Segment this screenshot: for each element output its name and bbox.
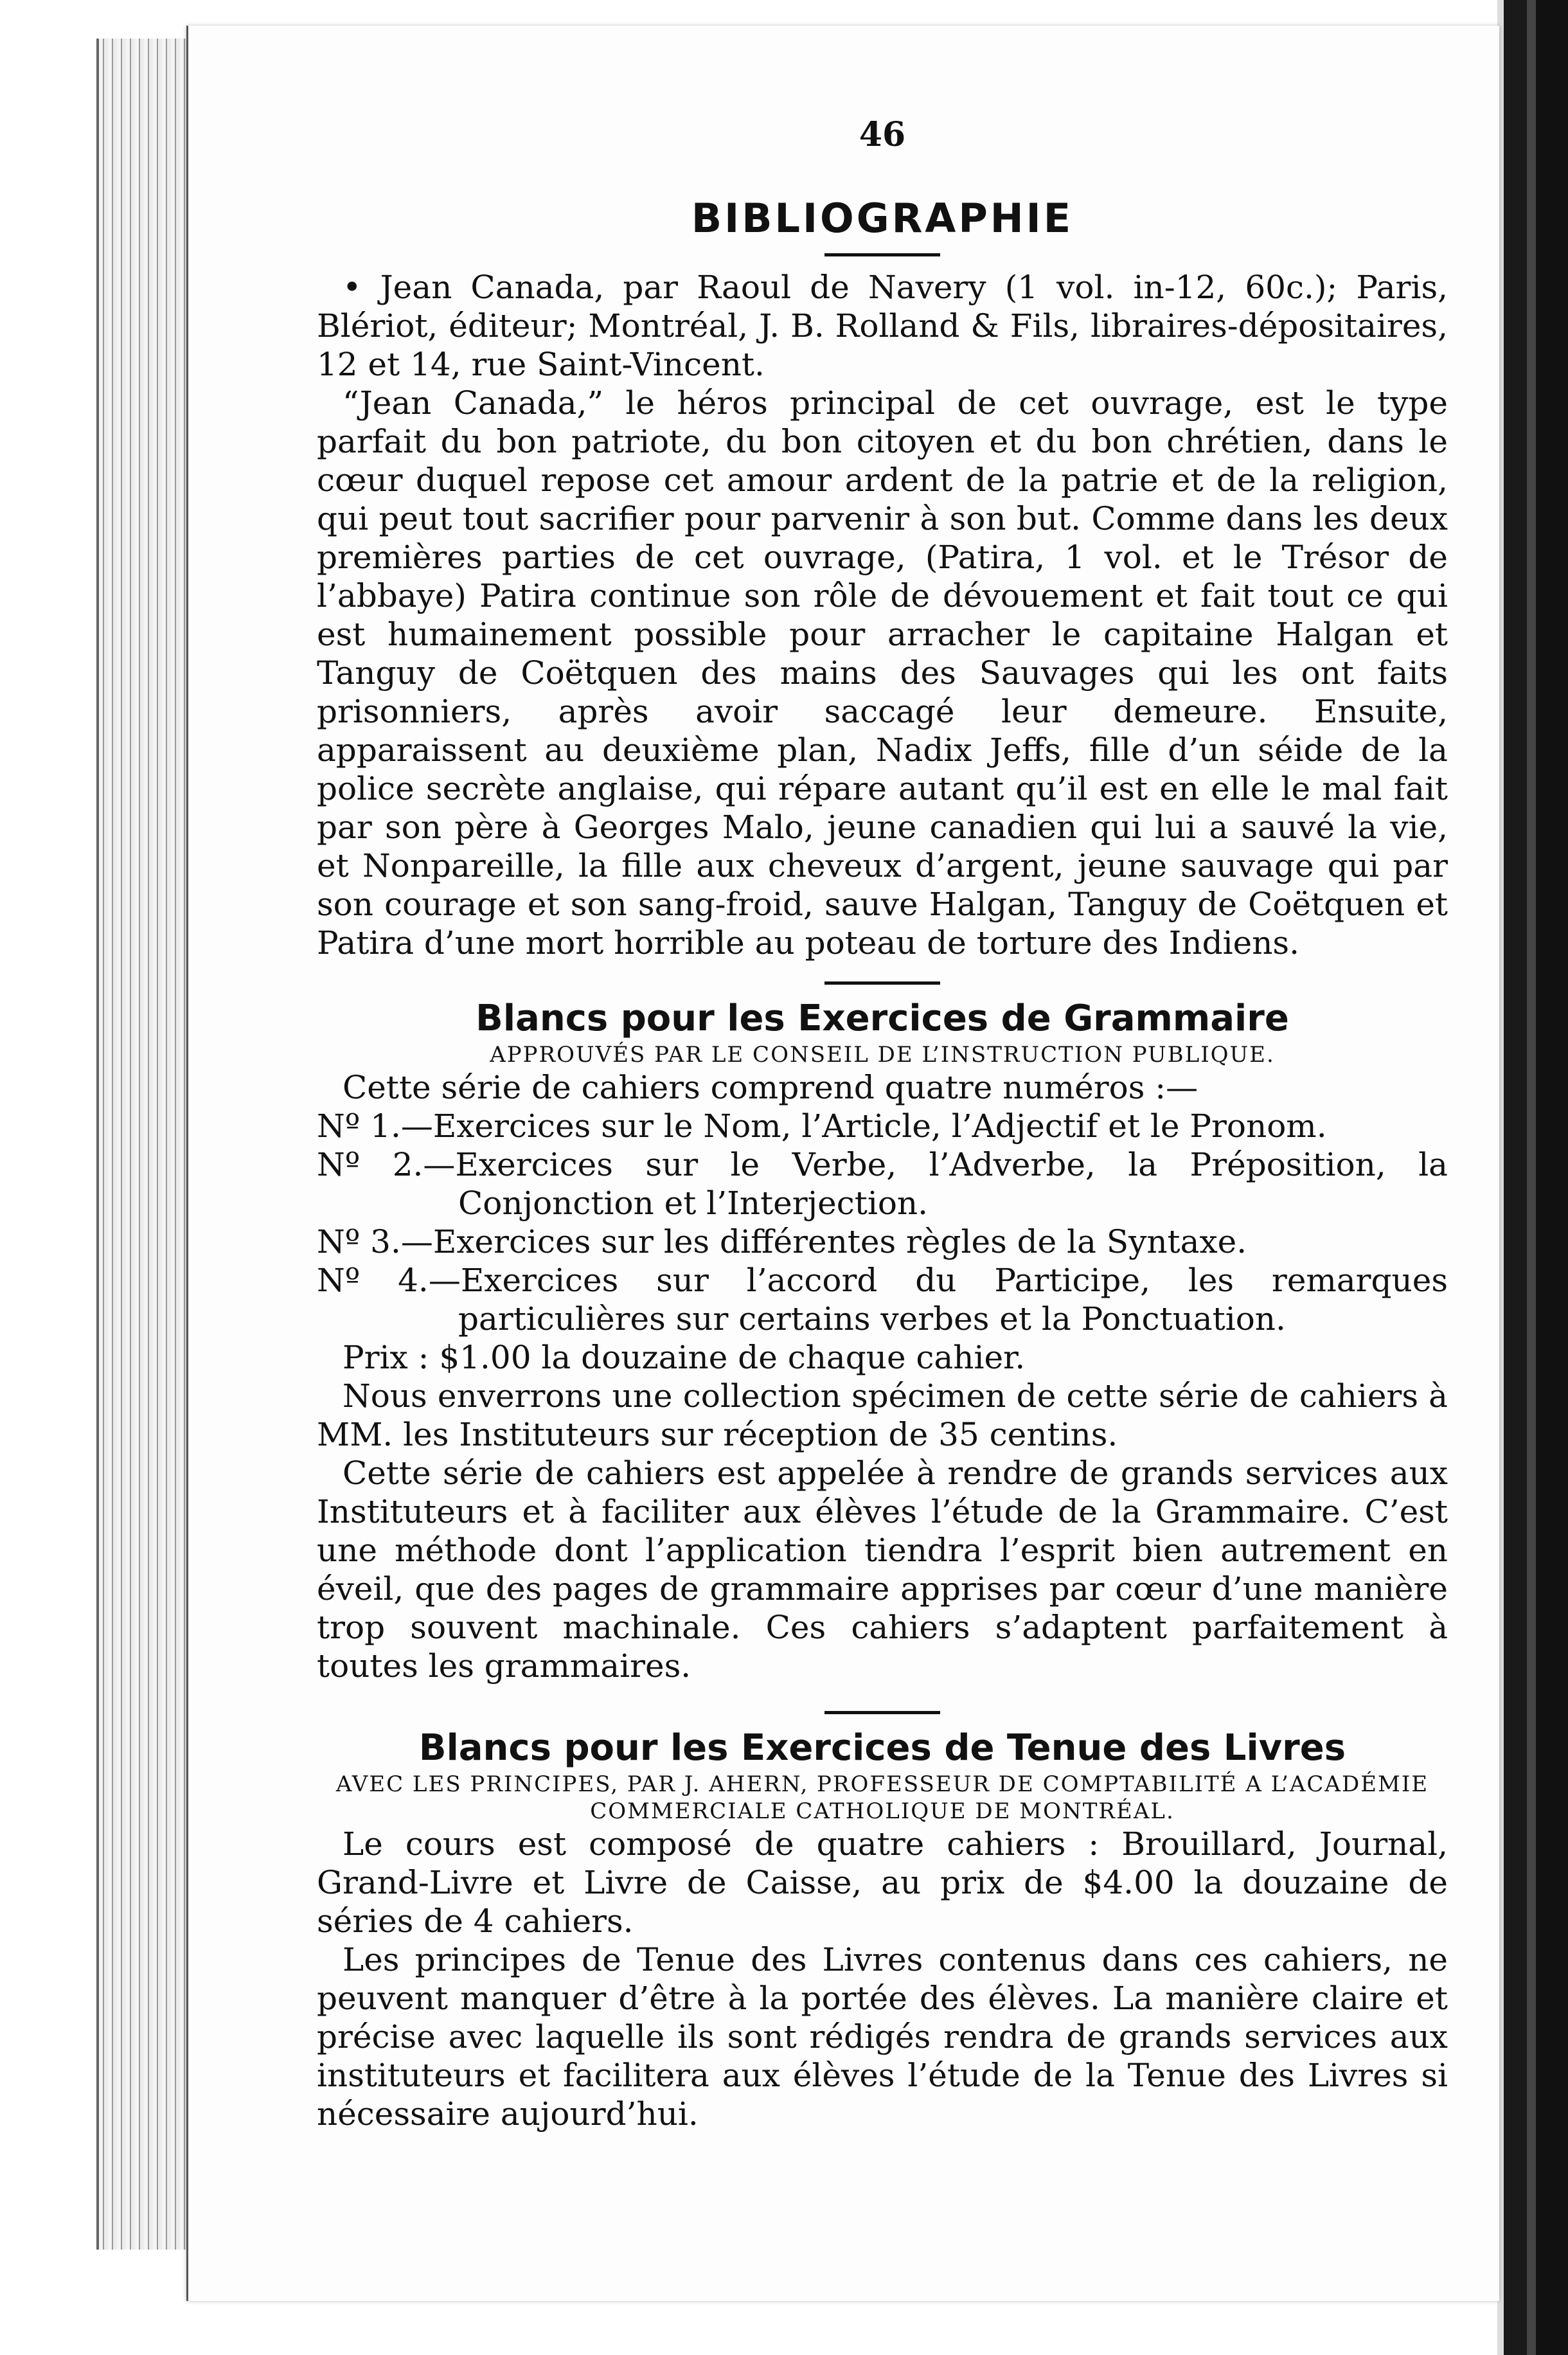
grammar-paragraph: Nous enverrons une collection spécimen de cette série de cahiers à MM. les Instituteurs sur réception de 35 centins. bbox=[317, 1377, 1448, 1453]
grammar-item: Nº 4.—Exercices sur l’accord du Participe, les remarques particulières sur certains verbes et la Ponctuation. bbox=[317, 1262, 1448, 1338]
grammar-item: Nº 2.—Exercices sur le Verbe, l’Adverbe, la Préposition, la Conjonction et l’Interjection. bbox=[317, 1146, 1448, 1222]
bibliography-review: “Jean Canada,” le héros principal de cet ouvrage, est le type parfait du bon patriote, du bon citoyen et du bon chrétien, dans le cœur duquel repose cet amour ardent de la patrie et de la religion, qui peut tout sacrifier pour parvenir à son but. Comme dans les deux premières parties de cet ouvrage, (Patira, 1 vol. et le Trésor de l’abbaye) Patira continue son rôle de dévouement et fait tout ce qui est humainement possible pour arracher le capitaine Halgan et Tanguy de Coëtquen des mains des Sauvages qui les ont faits prisonniers, après avoir saccagé leur demeure. Ensuite, apparaissent au deuxième plan, Nadix Jeffs, fille d’un séide de la police secrète anglaise, qui répare autant qu’il est en elle le mal fait par son père à Georges Malo, jeune canadien qui lui a sauvé la vie, et Nonpareille, la fille aux cheveux d’argent, jeune sauvage qui par son courage et son sang-froid, sauve Halgan, Tanguy de Coëtquen et Patira d’une mort horrible au poteau de torture des Indiens. bbox=[317, 384, 1448, 962]
grammar-paragraph: Cette série de cahiers est appelée à rendre de grands services aux Instituteurs et à faciliter aux élèves l’étude de la Grammaire. C’est une méthode dont l’application tiendra l’esprit bien autrement en éveil, que des pages de grammaire apprises par cœur d’une manière trop souvent machinale. Ces cahiers s’adaptent parfaitement à toutes les grammaires. bbox=[317, 1455, 1448, 1685]
grammar-section-subheading: APPROUVÉS PAR LE CONSEIL DE L’INSTRUCTION PUBLIQUE. bbox=[490, 1042, 1275, 1068]
page-title: BIBLIOGRAPHIE bbox=[691, 195, 1074, 242]
bookkeeping-paragraph: Le cours est composé de quatre cahiers : Brouillard, Journal, Grand-Livre et Livre de Caisse, au prix de $4.00 la douzaine de séries de 4 cahiers. bbox=[317, 1825, 1448, 1940]
bookkeeping-section-heading: Blancs pour les Exercices de Tenue des Livres bbox=[418, 1727, 1346, 1769]
bibliography-citation: • Jean Canada, par Raoul de Navery (1 vol. in-12, 60c.); Paris, Blériot, éditeur; Montréal, J. B. Rolland & Fils, libraires-dépositaires, 12 et 14, rue Saint-Vincent. bbox=[317, 269, 1448, 383]
section-divider bbox=[824, 253, 940, 256]
grammar-item: Nº 1.—Exercices sur le Nom, l’Article, l’Adjectif et le Pronom. bbox=[317, 1107, 1327, 1145]
book-binding bbox=[1497, 0, 1568, 2355]
page-number: 46 bbox=[859, 115, 906, 154]
page-content bbox=[317, 116, 1448, 2133]
grammar-item: Nº 3.—Exercices sur les différentes règles de la Syntaxe. bbox=[317, 1223, 1247, 1260]
bookkeeping-section-subheading: AVEC LES PRINCIPES, PAR J. AHERN, PROFESSEUR DE COMPTABILITÉ A L’ACADÉMIE COMMERCIALE CATHOLIQUE DE MONTRÉAL. bbox=[335, 1771, 1429, 1824]
section-divider bbox=[824, 1711, 940, 1714]
grammar-price: Prix : $1.00 la douzaine de chaque cahier. bbox=[343, 1339, 1026, 1376]
bookkeeping-paragraph: Les principes de Tenue des Livres contenus dans ces cahiers, ne peuvent manquer d’être à la portée des élèves. La manière claire et précise avec laquelle ils sont rédigés rendra de grands services aux instituteurs et facilitera aux élèves l’étude de la Tenue des Livres si nécessaire aujourd’hui. bbox=[317, 1941, 1448, 2133]
book-page bbox=[186, 26, 1499, 2301]
grammar-section-heading: Blancs pour les Exercices de Grammaire bbox=[476, 998, 1289, 1039]
book-page-edges bbox=[96, 39, 195, 2250]
section-divider bbox=[824, 981, 940, 985]
grammar-intro: Cette série de cahiers comprend quatre numéros :— bbox=[343, 1069, 1198, 1106]
